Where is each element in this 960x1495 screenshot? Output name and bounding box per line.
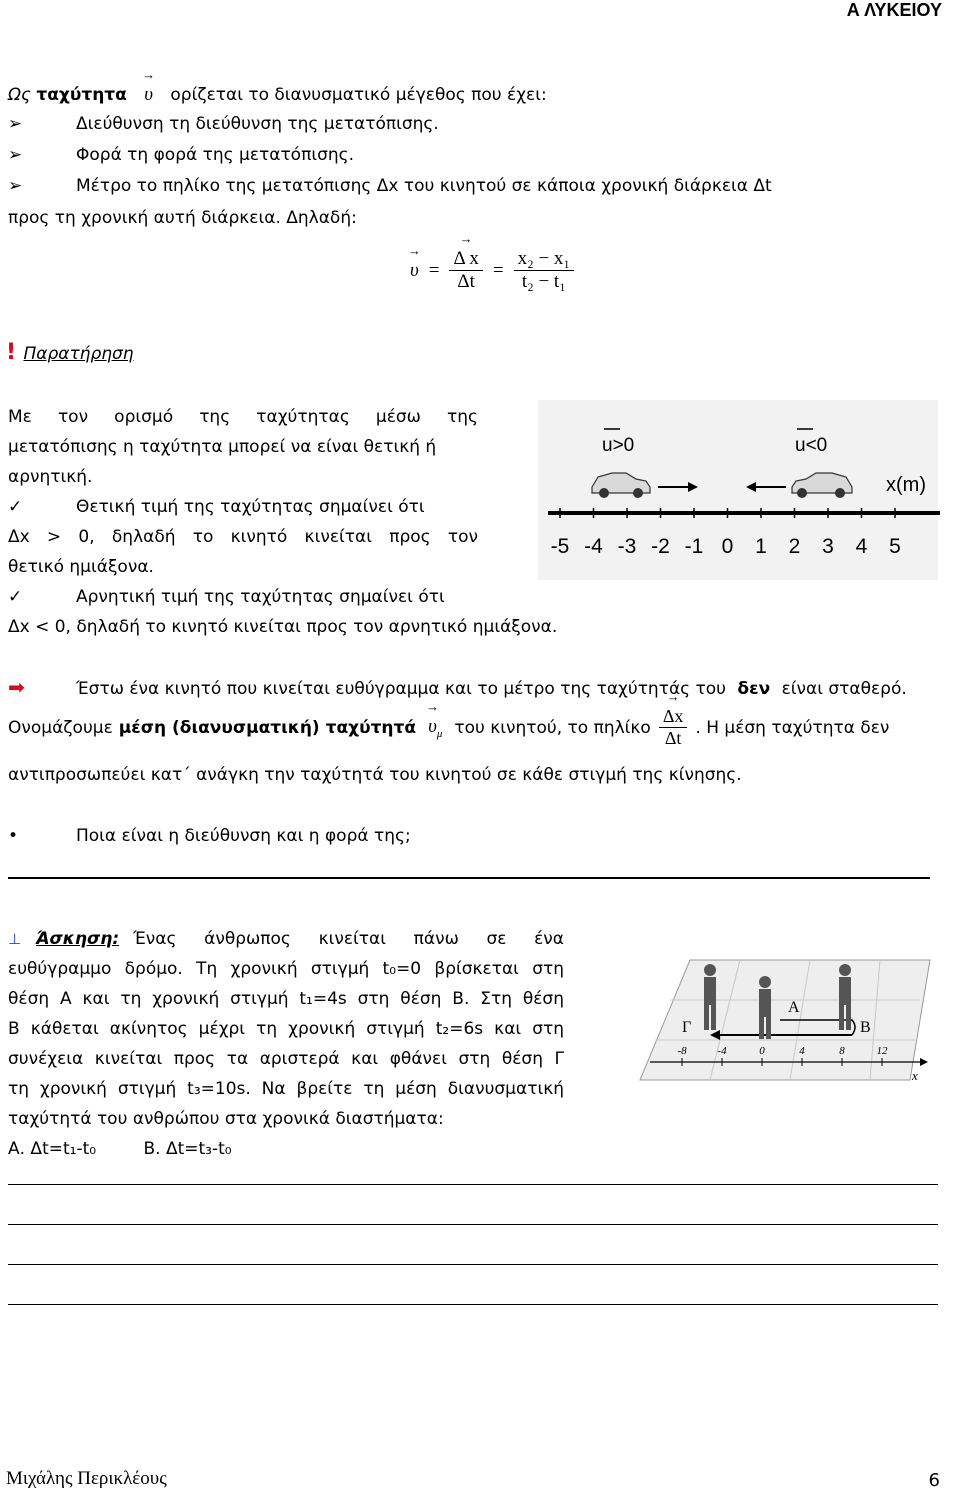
- label-positive-velocity: u>0: [602, 435, 635, 456]
- exercise-line-4: Β κάθεται ακίνητος μέχρι τη χρονική στιγμή t₂=6s και στη: [8, 1019, 564, 1039]
- velocity-formula: [410, 248, 574, 293]
- check-text: Αρνητική τιμή της ταχύτητας σημαίνει ότι: [76, 587, 445, 607]
- bullet-direction: [8, 114, 439, 134]
- average-text: του κινητού, το πηλίκο: [454, 717, 651, 738]
- pin-icon: ⊥: [8, 930, 22, 948]
- checkmark-icon: ✓: [8, 587, 23, 607]
- exercise-parts: [8, 1139, 232, 1159]
- definition-suffix: ορίζεται το διανυσματικό μέγεθος που έχει:: [170, 85, 547, 105]
- header-title: Α ΛΥΚΕΙΟΥ: [846, 0, 942, 20]
- check-item-negative: [8, 587, 445, 607]
- label-b: Β: [860, 1019, 871, 1036]
- fraction-denominator: Δt: [664, 728, 682, 748]
- bullet-sense: [8, 145, 354, 165]
- axis-label: x(m): [886, 474, 926, 496]
- exercise-line-1: [8, 929, 564, 949]
- label-negative-velocity: u<0: [795, 435, 828, 456]
- formula-fraction-1: [449, 248, 482, 293]
- average-line-3: αντιπροσωπεύει κατ΄ ανάγκη την ταχύτητά του κινητού σε κάθε στιγμή της κίνησης.: [8, 765, 742, 785]
- question-text: Ποια είναι η διεύθυνση και η φορά της;: [76, 826, 411, 846]
- definition-continuation: προς τη χρονική αυτή διάρκεια. Δηλαδή:: [8, 208, 357, 228]
- average-line-2: [8, 706, 889, 749]
- x-axis-arrow: [920, 1058, 928, 1066]
- average-text: Ονομάζουμε: [8, 717, 113, 738]
- check-item-positive: [8, 497, 425, 517]
- bullet-magnitude: [8, 176, 942, 196]
- tick-label: 4: [855, 535, 868, 558]
- bullet-text: Φορά τη φορά της μετατόπισης.: [76, 145, 355, 165]
- axis-label: x: [912, 1068, 918, 1083]
- note-line-2: μετατόπισης η ταχύτητα μπορεί να είναι θετική ή: [8, 437, 437, 457]
- fraction-numerator: → Δx: [659, 706, 688, 728]
- exercise-text: Ένας άνθρωπος κινείται πάνω σε ένα: [133, 929, 564, 949]
- definition-line: [8, 84, 547, 106]
- bullet-dot-icon: •: [8, 826, 19, 846]
- tick-label: 5: [889, 535, 901, 558]
- label-a: Α: [788, 999, 800, 1016]
- answer-line: [8, 1264, 938, 1265]
- tick-label: 8: [839, 1045, 845, 1057]
- checkmark-icon: ✓: [8, 497, 23, 517]
- check-positive-line-2: Δx > 0, δηλαδή το κινητό κινείται προς τον: [8, 527, 478, 547]
- average-term: μέση (διανυσματική) ταχύτητά: [118, 717, 417, 738]
- part-b: Β. Δt=t₃-t₀: [143, 1139, 232, 1159]
- part-a: Α. Δt=t₁-t₀: [8, 1139, 97, 1159]
- tick-label: -8: [677, 1045, 687, 1057]
- velocity-symbol: → υ: [144, 84, 153, 106]
- tick-label: -1: [684, 535, 704, 558]
- bullet-text: Μέτρο το πηλίκο της μετατόπισης Δx του κινητού σε κάποια χρονική διάρκεια Δt: [76, 176, 772, 196]
- definition-prefix: Ως: [8, 85, 31, 105]
- answer-line: [8, 1224, 938, 1225]
- tick-label: -3: [617, 535, 637, 558]
- tick-label: -2: [651, 535, 670, 558]
- fraction-numerator: → Δ x: [449, 248, 482, 271]
- answer-line: [8, 1184, 938, 1185]
- number-line-figure: [520, 395, 955, 595]
- footer-page-number: 6: [928, 1470, 940, 1491]
- average-text: . Η μέση ταχύτητα δεν: [695, 717, 890, 738]
- arrow-bullet-icon: ➢: [8, 114, 23, 134]
- answer-line: [8, 1304, 938, 1305]
- note-line-1: Με τον ορισμό της ταχύτητας μέσω της: [8, 407, 478, 427]
- formula-equals: =: [428, 259, 440, 281]
- exclamation-icon: !: [6, 340, 17, 365]
- formula-lhs: → υ: [410, 260, 419, 282]
- check-positive-line-3: θετικό ημιάξονα.: [8, 557, 154, 577]
- fraction-denominator: Δt: [457, 271, 475, 292]
- bullet-text: Διεύθυνση τη διεύθυνση της μετατόπισης.: [76, 114, 439, 134]
- average-bold: δεν: [737, 679, 771, 699]
- formula-fraction-2: [514, 248, 574, 293]
- tick-label: 2: [788, 535, 801, 558]
- exercise-line-5: συνέχεια κινείται προς τα αριστερά και φθάνει στη θέση Γ: [8, 1049, 564, 1069]
- average-fraction: [659, 706, 688, 749]
- fraction-denominator: t₂ − t₁: [521, 271, 566, 292]
- check-text: Θετική τιμή της ταχύτητας σημαίνει ότι: [76, 497, 425, 517]
- check-negative-line-2: Δx < 0, δηλαδή το κινητό κινείται προς τον αρνητικό ημιάξονα.: [8, 617, 558, 637]
- exercise-label: Άσκηση:: [36, 929, 120, 949]
- question-item: [8, 826, 411, 846]
- average-end: είναι σταθερό.: [781, 679, 907, 699]
- note-heading: [6, 340, 134, 365]
- tick-label: 1: [755, 535, 767, 558]
- walking-figure: [620, 940, 950, 1110]
- tick-label: 0: [759, 1045, 765, 1057]
- label-g: Γ: [682, 1019, 692, 1036]
- arrow-bullet-icon: ➢: [8, 145, 23, 165]
- exercise-line-2: ευθύγραμμο δρόμο. Τη χρονική στιγμή t₀=0 βρίσκεται στη: [8, 959, 564, 979]
- tick-label: 12: [876, 1045, 888, 1057]
- symbol-subscript: μ: [436, 727, 443, 740]
- tick-label: 0: [721, 535, 734, 558]
- note-line-3: αρνητική.: [8, 467, 93, 487]
- average-text: Έστω ένα κινητό που κινείται ευθύγραμμα και το μέτρο της ταχύτητάς του: [76, 679, 727, 699]
- average-velocity-symbol: [428, 716, 442, 740]
- definition-term: ταχύτητα: [36, 85, 127, 105]
- arrow-bullet-icon: ➢: [8, 176, 23, 196]
- note-title: Παρατήρηση: [23, 344, 134, 364]
- tick-label: 3: [822, 535, 834, 558]
- answer-line: [8, 877, 930, 879]
- footer-author: Μιχάλης Περικλέους: [6, 1468, 167, 1489]
- fraction-numerator: x₂ − x₁: [514, 248, 574, 271]
- tick-label: -4: [717, 1045, 727, 1057]
- average-line-1: [8, 675, 907, 699]
- formula-equals: =: [492, 259, 504, 281]
- symbol-main: → υ: [428, 716, 437, 738]
- tick-label: -5: [550, 535, 570, 558]
- pointer-arrow-icon: ➡: [8, 675, 25, 699]
- exercise-line-3: θέση Α και τη χρονική στιγμή t₁=4s στη θέση Β. Στη θέση: [8, 989, 564, 1009]
- exercise-line-6: τη χρονική στιγμή t₃=10s. Να βρείτε τη μέση διανυσματική: [8, 1079, 564, 1099]
- tick-label: 4: [799, 1045, 805, 1057]
- exercise-line-7: ταχύτητά του ανθρώπου στα χρονικά διαστήματα:: [8, 1109, 444, 1129]
- tick-label: -4: [584, 535, 603, 558]
